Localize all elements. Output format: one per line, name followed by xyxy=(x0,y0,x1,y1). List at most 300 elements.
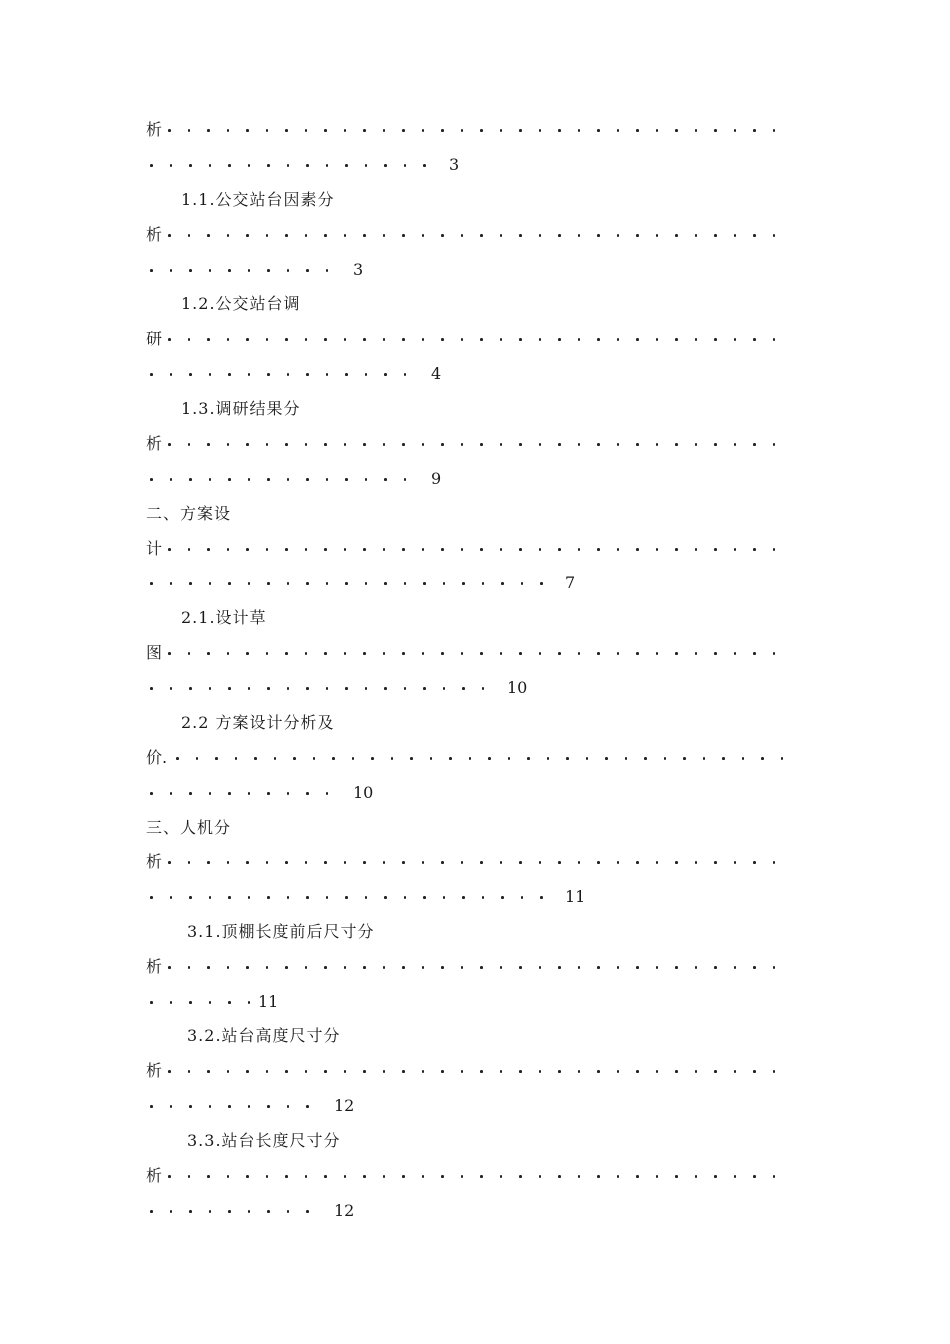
leader-dot xyxy=(482,896,485,899)
leader-dot xyxy=(578,652,581,655)
leader-dot xyxy=(345,687,348,690)
leader-dot xyxy=(207,338,210,341)
leader-dot xyxy=(266,443,269,446)
leader-dot xyxy=(285,1070,288,1073)
leader-dot xyxy=(345,373,348,376)
toc-entry-lead: 研 xyxy=(146,329,163,348)
leader-dot xyxy=(344,861,347,864)
leader-dot xyxy=(344,1070,347,1073)
leader-dot xyxy=(228,373,231,376)
leader-dot xyxy=(209,1105,212,1108)
leader-dot xyxy=(227,234,230,237)
leader-dot xyxy=(189,792,192,795)
leader-dot xyxy=(734,234,737,237)
leader-dot xyxy=(664,757,667,760)
toc-entry-heading: 3.3.站台长度尺寸分 xyxy=(187,1131,341,1150)
leader-dot xyxy=(344,338,347,341)
leader-dot xyxy=(209,1001,212,1004)
leader-dot xyxy=(714,338,717,341)
leader-dot xyxy=(695,1070,698,1073)
leader-dot xyxy=(287,687,290,690)
leader-dot xyxy=(306,1210,309,1213)
leader-dot xyxy=(248,373,251,376)
toc-entry-lead: 析 xyxy=(146,957,163,976)
leader-dot xyxy=(656,1070,659,1073)
leader-dot xyxy=(267,687,270,690)
toc-entry-heading: 二、方案设 xyxy=(146,504,232,523)
leader-dot xyxy=(656,129,659,132)
leader-dot xyxy=(597,966,600,969)
leader-dot xyxy=(675,548,678,551)
leader-dot xyxy=(227,338,230,341)
leader-dot xyxy=(150,1105,153,1108)
toc-entry-lead: 析 xyxy=(146,1061,163,1080)
leader-dot xyxy=(462,687,465,690)
leader-dot xyxy=(566,757,569,760)
leader-dot xyxy=(636,861,639,864)
leader-dot xyxy=(168,548,171,551)
leader-dot xyxy=(384,373,387,376)
toc-entry-lead: 析 xyxy=(146,434,163,453)
leader-dot xyxy=(636,443,639,446)
leader-dot xyxy=(266,652,269,655)
leader-dot xyxy=(539,1175,542,1178)
leader-dot xyxy=(773,548,776,551)
leader-dot xyxy=(150,164,153,167)
leader-dot xyxy=(675,234,678,237)
leader-dot xyxy=(189,373,192,376)
leader-dot xyxy=(189,1105,192,1108)
leader-dot xyxy=(539,338,542,341)
leader-dot xyxy=(441,1070,444,1073)
leader-dot xyxy=(188,966,191,969)
leader-dot xyxy=(461,548,464,551)
leader-dot xyxy=(332,757,335,760)
leader-dot xyxy=(267,1210,270,1213)
leader-dot xyxy=(168,443,171,446)
leader-dot xyxy=(207,1070,210,1073)
leader-dot xyxy=(695,548,698,551)
leader-dot xyxy=(519,443,522,446)
leader-dot xyxy=(248,269,251,272)
leader-dot xyxy=(519,548,522,551)
leader-dot xyxy=(675,652,678,655)
leader-dot xyxy=(404,478,407,481)
leader-dot xyxy=(773,338,776,341)
leader-dot xyxy=(734,548,737,551)
leader-dot xyxy=(150,896,153,899)
leader-dot xyxy=(617,443,620,446)
leader-dot xyxy=(734,443,737,446)
leader-dot xyxy=(480,129,483,132)
leader-dot xyxy=(363,548,366,551)
toc-entry-heading: 3.1.顶棚长度前后尺寸分 xyxy=(187,922,375,941)
toc-entry-page: 10 xyxy=(507,678,528,697)
leader-dot xyxy=(734,129,737,132)
leader-dot xyxy=(558,338,561,341)
leader-dot xyxy=(305,548,308,551)
leader-dot xyxy=(423,896,426,899)
leader-dot xyxy=(227,548,230,551)
leader-dot xyxy=(363,652,366,655)
leader-dot xyxy=(345,896,348,899)
leader-dot xyxy=(734,1070,737,1073)
toc-entry-lead: 析 xyxy=(146,120,163,139)
toc-entry-heading: 2.2 方案设计分析及 xyxy=(181,713,335,732)
leader-dot xyxy=(480,443,483,446)
leader-dot xyxy=(461,338,464,341)
leader-dot xyxy=(383,652,386,655)
leader-dot xyxy=(773,1070,776,1073)
leader-dot xyxy=(287,269,290,272)
leader-dot xyxy=(150,1001,153,1004)
leader-dot xyxy=(402,129,405,132)
leader-dot xyxy=(188,129,191,132)
leader-dot xyxy=(734,1175,737,1178)
leader-dot xyxy=(267,164,270,167)
leader-dot xyxy=(656,443,659,446)
leader-dot xyxy=(500,966,503,969)
leader-dot xyxy=(443,687,446,690)
leader-dot xyxy=(326,687,329,690)
leader-dot xyxy=(521,582,524,585)
leader-dot xyxy=(189,269,192,272)
leader-dot xyxy=(578,1175,581,1178)
leader-dot xyxy=(500,338,503,341)
leader-dot xyxy=(422,129,425,132)
leader-dot xyxy=(636,548,639,551)
leader-dot xyxy=(228,687,231,690)
leader-dot xyxy=(578,129,581,132)
leader-dot xyxy=(215,757,218,760)
leader-dot xyxy=(313,757,316,760)
leader-dot xyxy=(402,1070,405,1073)
leader-dot xyxy=(168,338,171,341)
leader-dot xyxy=(305,861,308,864)
leader-dot xyxy=(305,1070,308,1073)
leader-dot xyxy=(305,652,308,655)
leader-dot xyxy=(753,861,756,864)
leader-dot xyxy=(227,129,230,132)
leader-dot xyxy=(345,582,348,585)
leader-dot xyxy=(168,652,171,655)
leader-dot xyxy=(753,1175,756,1178)
leader-dot xyxy=(500,234,503,237)
leader-dot xyxy=(324,129,327,132)
leader-dot xyxy=(246,234,249,237)
leader-dot xyxy=(228,792,231,795)
leader-dot xyxy=(636,234,639,237)
leader-dot xyxy=(266,548,269,551)
leader-dot xyxy=(617,548,620,551)
leader-dot xyxy=(675,966,678,969)
leader-dot xyxy=(636,1070,639,1073)
leader-dot xyxy=(170,896,173,899)
leader-dot xyxy=(402,861,405,864)
leader-dot xyxy=(480,1070,483,1073)
leader-dot xyxy=(384,478,387,481)
leader-dot xyxy=(383,548,386,551)
leader-dot xyxy=(344,652,347,655)
leader-dot xyxy=(753,966,756,969)
leader-dot xyxy=(462,896,465,899)
leader-dot xyxy=(248,896,251,899)
leader-dot xyxy=(168,1175,171,1178)
leader-dot xyxy=(383,1175,386,1178)
toc-entry-page: 3 xyxy=(353,260,364,279)
leader-dot xyxy=(168,966,171,969)
leader-dot xyxy=(422,652,425,655)
leader-dot xyxy=(344,548,347,551)
leader-dot xyxy=(404,373,407,376)
leader-dot xyxy=(441,548,444,551)
leader-dot xyxy=(363,966,366,969)
toc-entry-page: 9 xyxy=(431,469,442,488)
leader-dot xyxy=(287,792,290,795)
leader-dot xyxy=(773,966,776,969)
leader-dot xyxy=(461,129,464,132)
leader-dot xyxy=(363,234,366,237)
toc-entry-lead: 计 xyxy=(146,539,163,558)
leader-dot xyxy=(267,896,270,899)
leader-dot xyxy=(365,478,368,481)
leader-dot xyxy=(306,687,309,690)
leader-dot xyxy=(227,652,230,655)
leader-dot xyxy=(480,966,483,969)
leader-dot xyxy=(519,652,522,655)
leader-dot xyxy=(597,129,600,132)
leader-dot xyxy=(267,582,270,585)
toc-entry-lead: 析 xyxy=(146,1166,163,1185)
leader-dot xyxy=(508,757,511,760)
leader-dot xyxy=(344,1175,347,1178)
toc-entry-page: 12 xyxy=(334,1201,355,1220)
leader-dot xyxy=(422,548,425,551)
leader-dot xyxy=(734,966,737,969)
leader-dot xyxy=(703,757,706,760)
leader-dot xyxy=(248,792,251,795)
leader-dot xyxy=(734,338,737,341)
leader-dot xyxy=(287,478,290,481)
leader-dot xyxy=(383,338,386,341)
leader-dot xyxy=(656,966,659,969)
leader-dot xyxy=(150,792,153,795)
leader-dot xyxy=(714,548,717,551)
leader-dot xyxy=(324,966,327,969)
leader-dot xyxy=(578,548,581,551)
leader-dot xyxy=(189,1210,192,1213)
leader-dot xyxy=(761,757,764,760)
leader-dot xyxy=(714,1175,717,1178)
leader-dot xyxy=(578,861,581,864)
leader-dot xyxy=(636,966,639,969)
leader-dot xyxy=(540,582,543,585)
leader-dot xyxy=(287,896,290,899)
leader-dot xyxy=(597,443,600,446)
leader-dot xyxy=(753,548,756,551)
leader-dot xyxy=(207,548,210,551)
leader-dot xyxy=(578,234,581,237)
leader-dot xyxy=(617,1175,620,1178)
leader-dot xyxy=(753,443,756,446)
leader-dot xyxy=(306,896,309,899)
leader-dot xyxy=(352,757,355,760)
leader-dot xyxy=(423,164,426,167)
leader-dot xyxy=(305,338,308,341)
leader-dot xyxy=(519,1070,522,1073)
leader-dot xyxy=(306,478,309,481)
leader-dot xyxy=(714,129,717,132)
leader-dot xyxy=(605,757,608,760)
leader-dot xyxy=(266,861,269,864)
leader-dot xyxy=(695,338,698,341)
leader-dot xyxy=(430,757,433,760)
leader-dot xyxy=(188,338,191,341)
leader-dot xyxy=(246,129,249,132)
leader-dot xyxy=(644,757,647,760)
leader-dot xyxy=(306,373,309,376)
leader-dot xyxy=(461,1070,464,1073)
leader-dot xyxy=(248,1001,251,1004)
leader-dot xyxy=(404,582,407,585)
leader-dot xyxy=(326,582,329,585)
leader-dot xyxy=(248,478,251,481)
leader-dot xyxy=(266,338,269,341)
leader-dot xyxy=(209,269,212,272)
leader-dot xyxy=(443,896,446,899)
leader-dot xyxy=(753,234,756,237)
leader-dot xyxy=(461,861,464,864)
leader-dot xyxy=(695,861,698,864)
leader-dot xyxy=(636,338,639,341)
leader-dot xyxy=(248,1105,251,1108)
leader-dot xyxy=(461,443,464,446)
toc-entry-lead: 价. xyxy=(146,748,168,767)
leader-dot xyxy=(189,164,192,167)
leader-dot xyxy=(248,1210,251,1213)
leader-dot xyxy=(753,1070,756,1073)
leader-dot xyxy=(287,373,290,376)
leader-dot xyxy=(695,443,698,446)
leader-dot xyxy=(150,373,153,376)
leader-dot xyxy=(285,129,288,132)
leader-dot xyxy=(246,966,249,969)
leader-dot xyxy=(189,582,192,585)
leader-dot xyxy=(365,582,368,585)
leader-dot xyxy=(285,548,288,551)
leader-dot xyxy=(207,234,210,237)
leader-dot xyxy=(519,129,522,132)
leader-dot xyxy=(500,1175,503,1178)
leader-dot xyxy=(461,966,464,969)
leader-dot xyxy=(441,966,444,969)
leader-dot xyxy=(285,652,288,655)
leader-dot xyxy=(150,687,153,690)
leader-dot xyxy=(326,478,329,481)
leader-dot xyxy=(547,757,550,760)
toc-entry-lead: 图 xyxy=(146,643,163,662)
leader-dot xyxy=(675,129,678,132)
leader-dot xyxy=(714,861,717,864)
leader-dot xyxy=(742,757,745,760)
leader-dot xyxy=(266,129,269,132)
leader-dot xyxy=(449,757,452,760)
leader-dot xyxy=(363,861,366,864)
leader-dot xyxy=(383,966,386,969)
leader-dot xyxy=(578,1070,581,1073)
leader-dot xyxy=(227,1175,230,1178)
leader-dot xyxy=(558,1070,561,1073)
leader-dot xyxy=(597,234,600,237)
toc-entry-page: 12 xyxy=(334,1096,355,1115)
leader-dot xyxy=(519,234,522,237)
leader-dot xyxy=(305,443,308,446)
leader-dot xyxy=(168,234,171,237)
leader-dot xyxy=(227,443,230,446)
leader-dot xyxy=(404,687,407,690)
leader-dot xyxy=(734,861,737,864)
leader-dot xyxy=(324,652,327,655)
leader-dot xyxy=(168,129,171,132)
leader-dot xyxy=(675,443,678,446)
leader-dot xyxy=(170,687,173,690)
leader-dot xyxy=(209,478,212,481)
leader-dot xyxy=(636,652,639,655)
leader-dot xyxy=(324,338,327,341)
leader-dot xyxy=(207,1175,210,1178)
leader-dot xyxy=(558,443,561,446)
leader-dot xyxy=(285,1175,288,1178)
leader-dot xyxy=(363,443,366,446)
leader-dot xyxy=(170,164,173,167)
leader-dot xyxy=(383,129,386,132)
leader-dot xyxy=(578,338,581,341)
leader-dot xyxy=(773,129,776,132)
leader-dot xyxy=(461,1175,464,1178)
leader-dot xyxy=(578,966,581,969)
leader-dot xyxy=(246,338,249,341)
leader-dot xyxy=(617,861,620,864)
leader-dot xyxy=(597,1175,600,1178)
leader-dot xyxy=(656,548,659,551)
leader-dot xyxy=(150,269,153,272)
leader-dot xyxy=(722,757,725,760)
leader-dot xyxy=(287,1105,290,1108)
leader-dot xyxy=(482,687,485,690)
leader-dot xyxy=(781,757,784,760)
leader-dot xyxy=(539,966,542,969)
leader-dot xyxy=(675,1070,678,1073)
leader-dot xyxy=(150,582,153,585)
leader-dot xyxy=(326,373,329,376)
leader-dot xyxy=(753,338,756,341)
leader-dot xyxy=(636,129,639,132)
leader-dot xyxy=(384,582,387,585)
leader-dot xyxy=(287,1210,290,1213)
leader-dot xyxy=(539,443,542,446)
leader-dot xyxy=(227,1070,230,1073)
leader-dot xyxy=(441,129,444,132)
leader-dot xyxy=(383,861,386,864)
leader-dot xyxy=(519,966,522,969)
leader-dot xyxy=(383,443,386,446)
leader-dot xyxy=(500,861,503,864)
leader-dot xyxy=(384,164,387,167)
toc-entry-heading: 3.2.站台高度尺寸分 xyxy=(187,1026,341,1045)
leader-dot xyxy=(441,1175,444,1178)
leader-dot xyxy=(402,1175,405,1178)
leader-dot xyxy=(170,373,173,376)
